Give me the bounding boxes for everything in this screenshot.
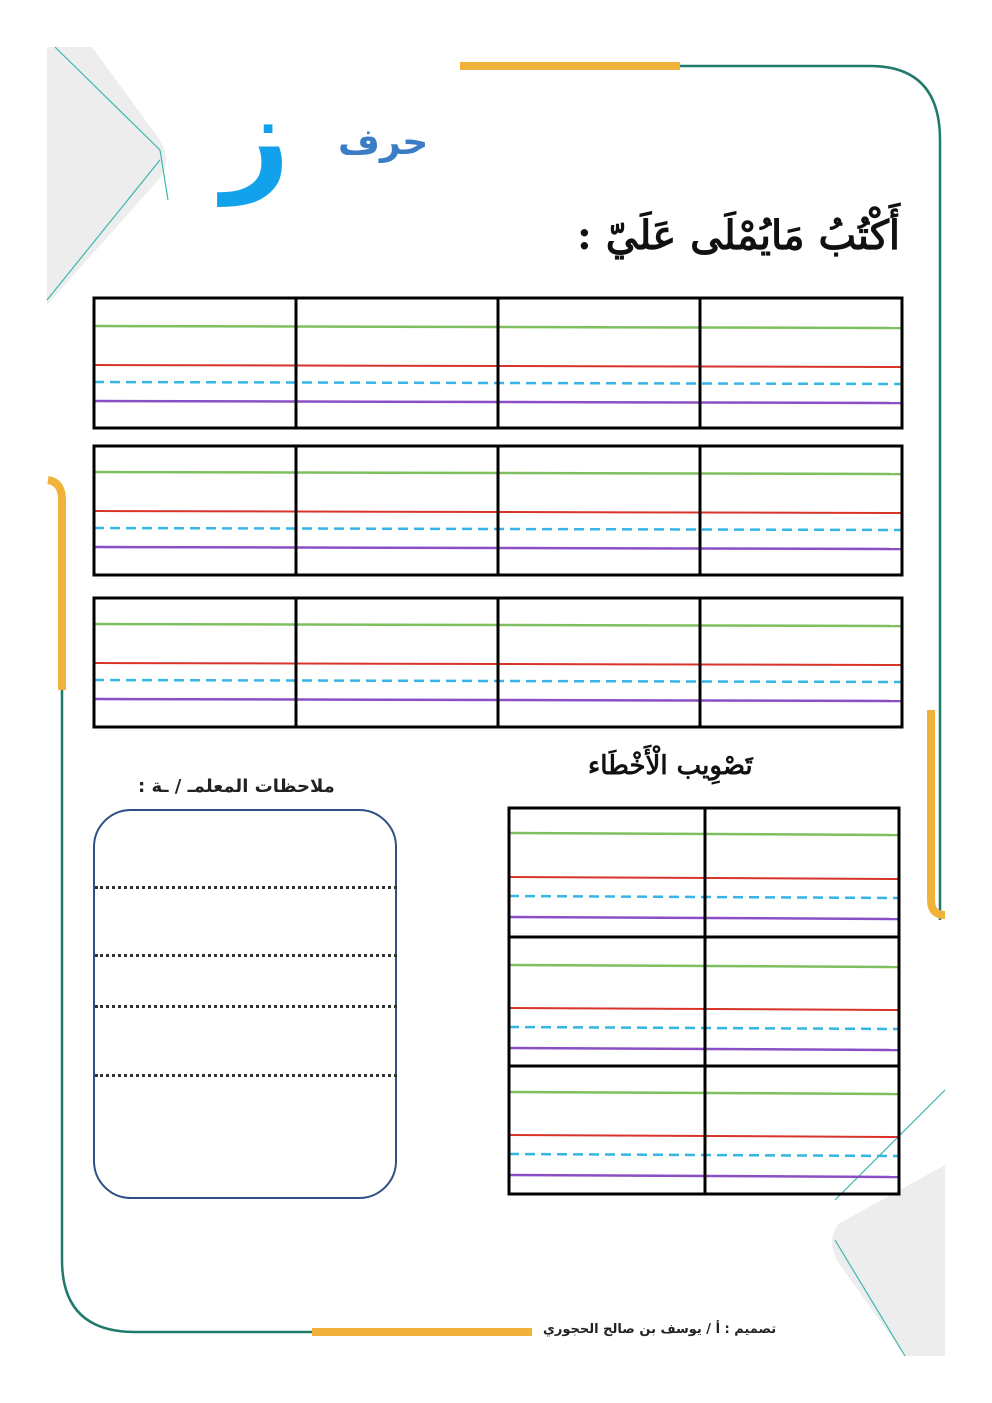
notes-dotted-line-4 bbox=[95, 1074, 397, 1077]
designer-credit: تصميم : أ / يوسف بن صالح الحجوري bbox=[543, 1322, 777, 1337]
header-letter: ز bbox=[222, 68, 290, 206]
notes-dotted-line-1 bbox=[95, 886, 397, 889]
corrections-title: تَصْوِيب الْأَخْطَاء bbox=[588, 751, 753, 781]
teacher-notes-title: ملاحظات المعلمـ / ـة : bbox=[138, 776, 335, 797]
notes-dotted-line-2 bbox=[95, 954, 397, 957]
notes-dotted-line-3 bbox=[95, 1005, 397, 1008]
teacher-notes-box bbox=[93, 809, 397, 1199]
header-word: حرف bbox=[338, 122, 429, 163]
dictation-instruction: أَكْتُبُ مَايُمْلَى عَلَيّ : bbox=[577, 212, 900, 259]
